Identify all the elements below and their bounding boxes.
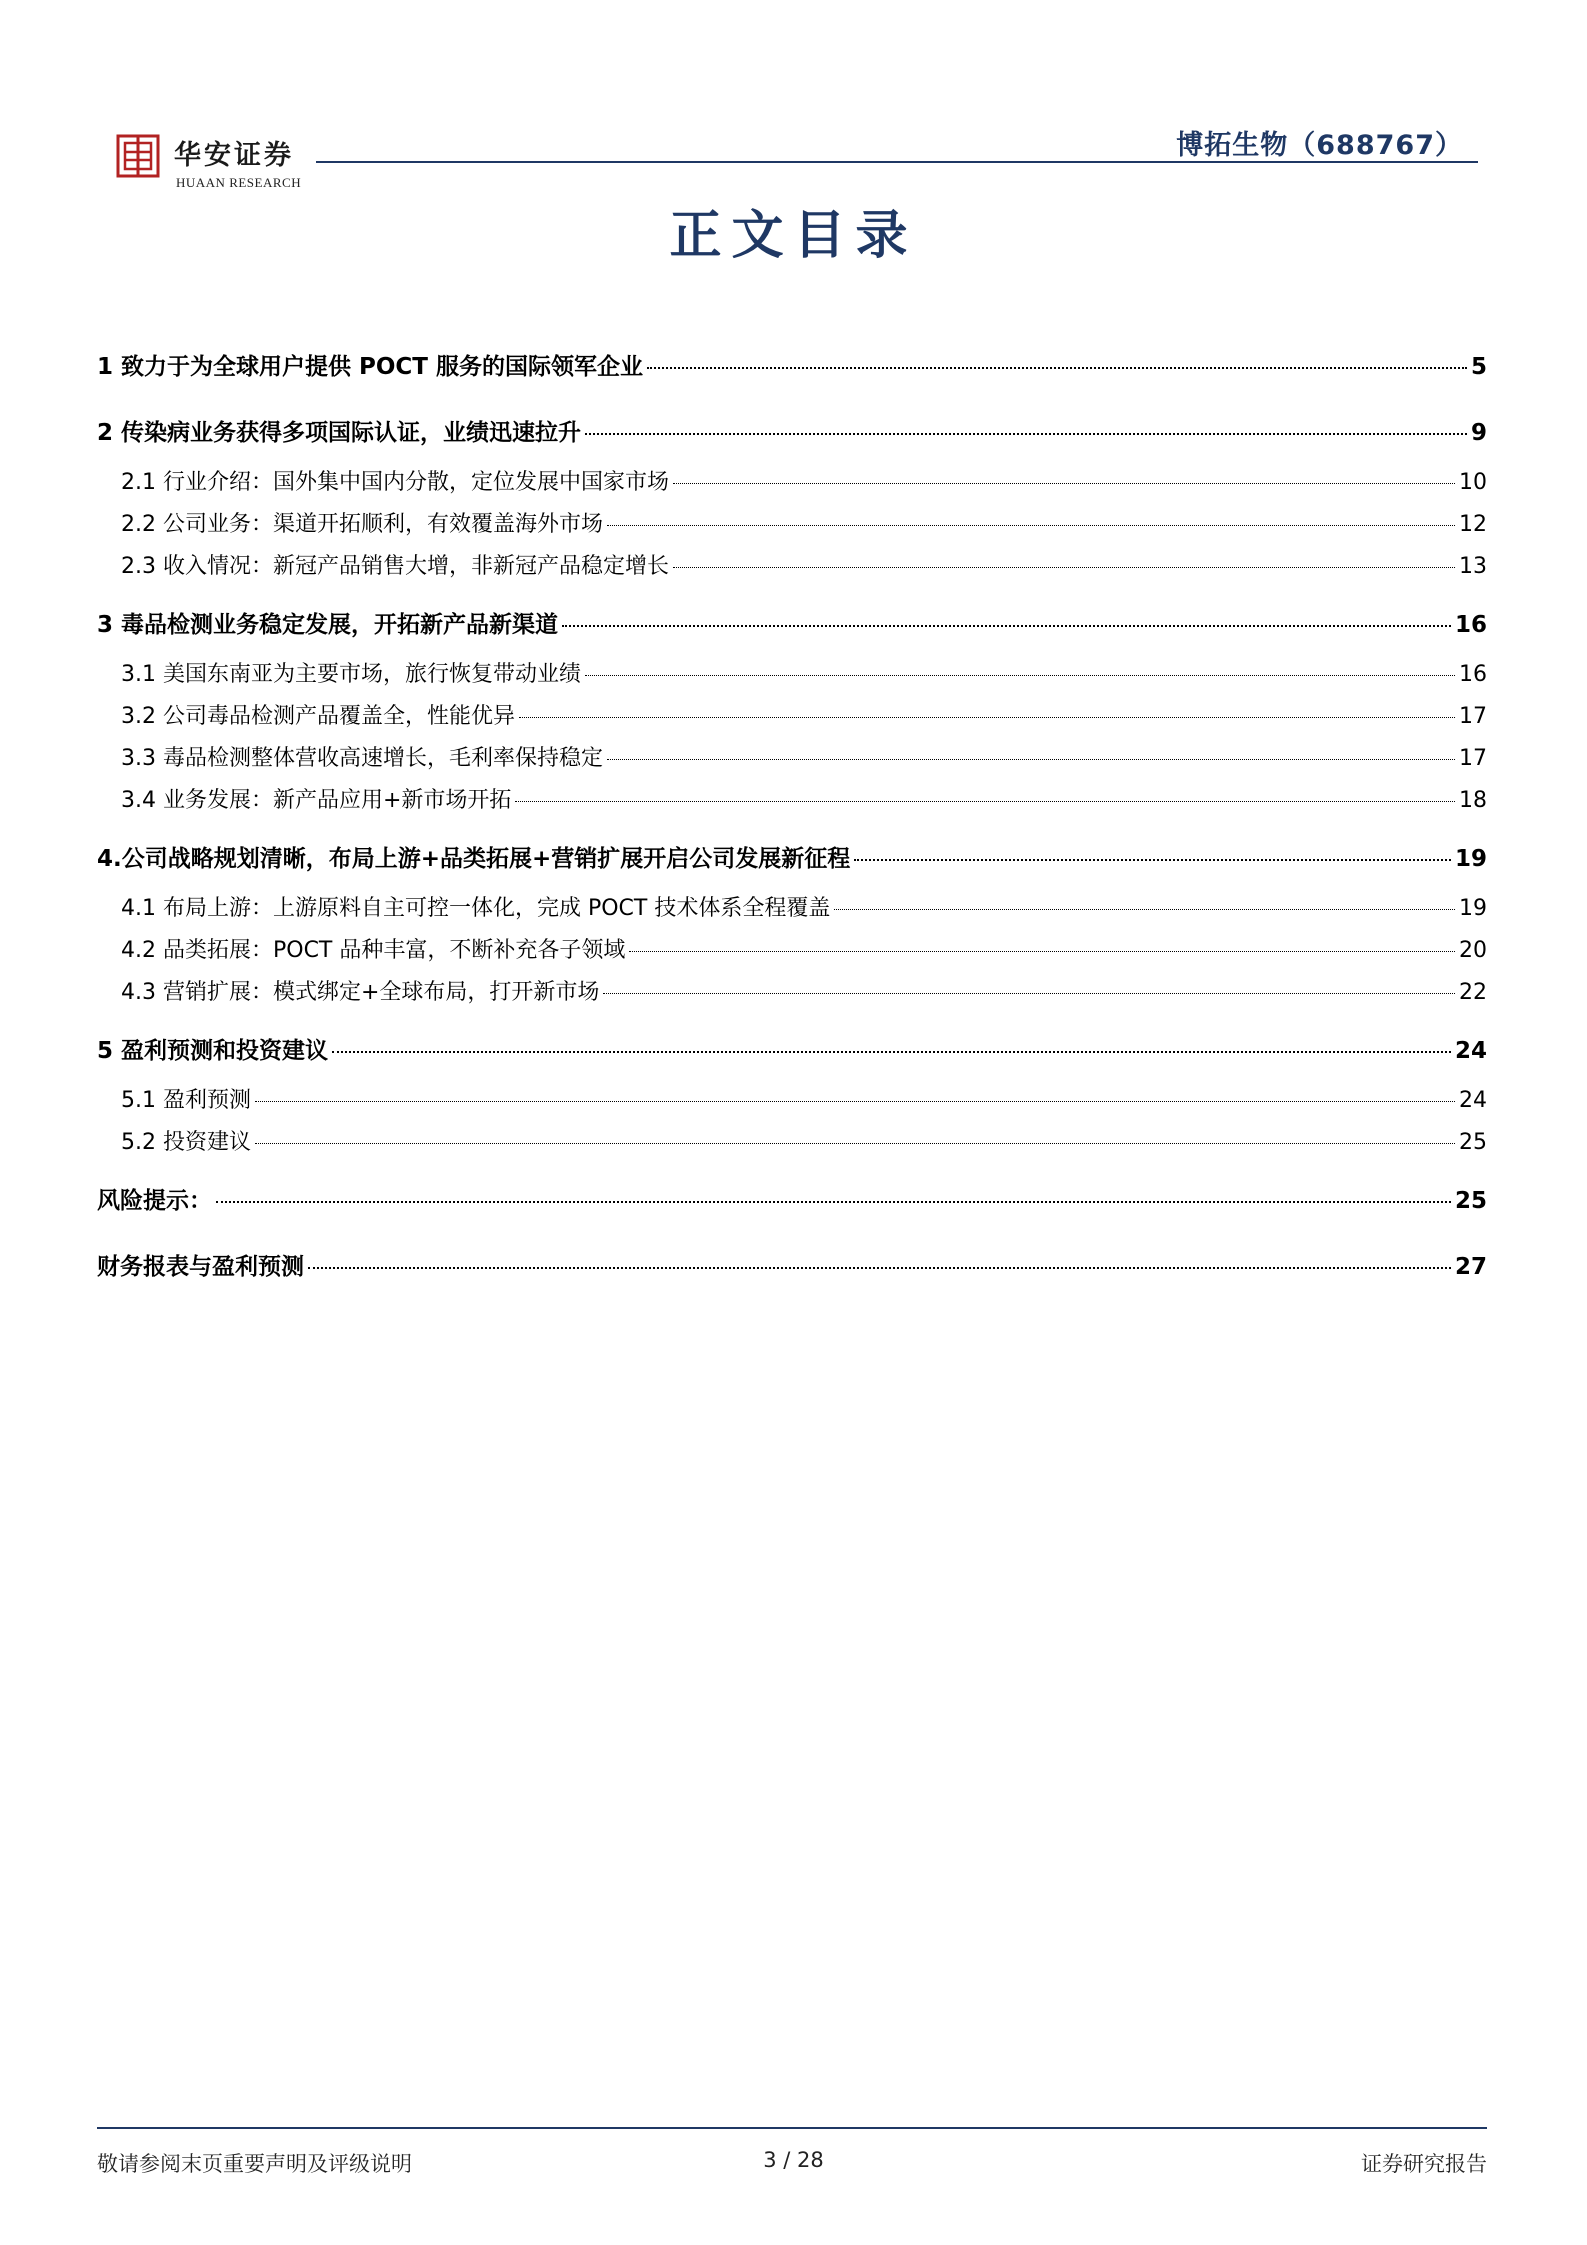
- toc-dot-leader: [603, 993, 1455, 994]
- toc-dot-leader: [562, 625, 1451, 627]
- toc-entry-title: 3.1 美国东南亚为主要市场，旅行恢复带动业绩: [121, 662, 581, 687]
- toc-entry-page: 17: [1459, 704, 1487, 729]
- toc-dot-leader: [216, 1201, 1451, 1203]
- toc-entry-page: 25: [1454, 1188, 1487, 1214]
- toc-entry-section[interactable]: [97, 546, 1487, 588]
- toc-entry-chapter[interactable]: [97, 404, 1487, 462]
- toc-entry-page: 19: [1459, 896, 1487, 921]
- toc-entry-chapter[interactable]: [97, 1022, 1487, 1080]
- page-title: 正文目录: [669, 206, 918, 266]
- toc-entry-title: 4.公司战略规划清晰，布局上游+品类拓展+营销扩展开启公司发展新征程: [97, 846, 851, 872]
- toc-dot-leader: [519, 717, 1455, 718]
- toc-dot-leader: [607, 525, 1455, 526]
- toc-gap: [97, 1230, 1487, 1238]
- toc-entry-section[interactable]: [97, 1080, 1487, 1122]
- toc-entry-page: 18: [1459, 788, 1487, 813]
- toc-entry-title: 5 盈利预测和投资建议: [97, 1038, 329, 1064]
- toc-entry-page: 12: [1459, 512, 1487, 537]
- toc-entry-page: 25: [1459, 1130, 1487, 1155]
- toc-dot-leader: [854, 859, 1451, 861]
- toc-entry-chapter[interactable]: [97, 830, 1487, 888]
- toc-dot-leader: [673, 483, 1455, 484]
- toc-entry-title: 5.1 盈利预测: [121, 1088, 251, 1113]
- toc-dot-leader: [255, 1143, 1455, 1144]
- toc-gap: [97, 1164, 1487, 1172]
- toc-entry-section[interactable]: [97, 462, 1487, 504]
- footer-report-type: 证券研究报告: [1361, 2152, 1487, 2176]
- toc-entry-title: 3 毒品检测业务稳定发展，开拓新产品新渠道: [97, 612, 559, 638]
- logo-text-en: HUAAN RESEARCH: [176, 175, 302, 190]
- toc-entry-section[interactable]: [97, 654, 1487, 696]
- toc-entry-section[interactable]: [97, 696, 1487, 738]
- toc-entry-title: 4.1 布局上游：上游原料自主可控一体化，完成 POCT 技术体系全程覆盖: [121, 896, 831, 921]
- page-number: 3 / 28: [763, 2148, 824, 2172]
- toc-entry-chapter[interactable]: [97, 596, 1487, 654]
- toc-entry-title: 3.3 毒品检测整体营收高速增长，毛利率保持稳定: [121, 746, 603, 771]
- toc-entry-title: 3.2 公司毒品检测产品覆盖全，性能优异: [121, 704, 515, 729]
- toc-entry-page: 5: [1470, 354, 1487, 380]
- toc-entry-title: 5.2 投资建议: [121, 1130, 251, 1155]
- toc-entry-title: 2.2 公司业务：渠道开拓顺利，有效覆盖海外市场: [121, 512, 603, 537]
- toc-dot-leader: [585, 675, 1455, 676]
- toc-dot-leader: [515, 801, 1455, 802]
- toc-entry-section[interactable]: [97, 738, 1487, 780]
- toc-entry-section[interactable]: [97, 930, 1487, 972]
- toc-dot-leader: [255, 1101, 1455, 1102]
- toc-entry-chapter[interactable]: [97, 1238, 1487, 1296]
- toc-entry-section[interactable]: [97, 1122, 1487, 1164]
- toc-entry-page: 10: [1459, 470, 1487, 495]
- toc-entry-title: 财务报表与盈利预测: [97, 1254, 304, 1280]
- toc-entry-section[interactable]: [97, 888, 1487, 930]
- header-divider: [316, 161, 1478, 163]
- toc-gap: [97, 396, 1487, 404]
- toc-entry-page: 22: [1459, 980, 1487, 1005]
- toc-gap: [97, 1014, 1487, 1022]
- toc-entry-title: 1 致力于为全球用户提供 POCT 服务的国际领军企业: [97, 354, 644, 380]
- toc-dot-leader: [629, 951, 1455, 952]
- toc-dot-leader: [607, 759, 1455, 760]
- toc-entry-chapter[interactable]: [97, 1172, 1487, 1230]
- toc-dot-leader: [834, 909, 1455, 910]
- toc-entry-title: 4.2 品类拓展：POCT 品种丰富，不断补充各子领域: [121, 938, 626, 963]
- toc-entry-section[interactable]: [97, 504, 1487, 546]
- logo-text-cn: 华安证券: [174, 140, 294, 171]
- toc-entry-page: 24: [1459, 1088, 1487, 1113]
- page-header: [0, 0, 1587, 200]
- toc-entry-chapter[interactable]: [97, 338, 1487, 396]
- toc-entry-title: 2.1 行业介绍：国外集中国内分散，定位发展中国家市场: [121, 470, 669, 495]
- table-of-contents: [97, 338, 1487, 1296]
- toc-dot-leader: [308, 1267, 1451, 1269]
- toc-dot-leader: [332, 1051, 1451, 1053]
- toc-entry-page: 17: [1459, 746, 1487, 771]
- toc-dot-leader: [647, 367, 1467, 369]
- toc-entry-page: 27: [1454, 1254, 1487, 1280]
- toc-entry-page: 20: [1459, 938, 1487, 963]
- toc-entry-title: 2.3 收入情况：新冠产品销售大增，非新冠产品稳定增长: [121, 554, 669, 579]
- huaan-logo-icon: [116, 134, 160, 178]
- footer-disclaimer: 敬请参阅末页重要声明及评级说明: [97, 2152, 412, 2176]
- toc-entry-page: 16: [1459, 662, 1487, 687]
- toc-entry-page: 9: [1470, 420, 1487, 446]
- toc-entry-section[interactable]: [97, 972, 1487, 1014]
- toc-dot-leader: [673, 567, 1455, 568]
- toc-entry-section[interactable]: [97, 780, 1487, 822]
- toc-entry-title: 风险提示：: [97, 1188, 212, 1214]
- toc-entry-title: 4.3 营销扩展：模式绑定+全球布局，打开新市场: [121, 980, 600, 1005]
- toc-entry-title: 3.4 业务发展：新产品应用+新市场开拓: [121, 788, 512, 813]
- toc-entry-page: 13: [1459, 554, 1487, 579]
- toc-entry-page: 16: [1454, 612, 1487, 638]
- toc-entry-title: 2 传染病业务获得多项国际认证，业绩迅速拉升: [97, 420, 582, 446]
- footer-divider: [97, 2127, 1487, 2129]
- toc-entry-page: 24: [1454, 1038, 1487, 1064]
- company-name: 博拓生物（688767）: [1176, 130, 1463, 161]
- toc-gap: [97, 822, 1487, 830]
- toc-gap: [97, 588, 1487, 596]
- toc-dot-leader: [585, 433, 1467, 435]
- toc-entry-page: 19: [1454, 846, 1487, 872]
